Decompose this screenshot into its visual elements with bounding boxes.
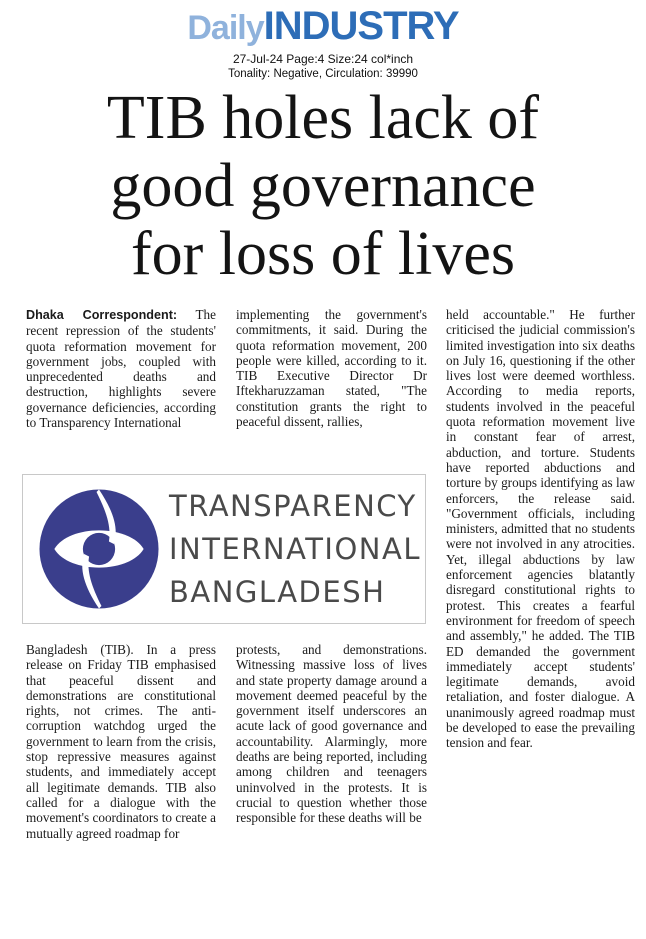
- tib-logo-text: [169, 485, 421, 614]
- headline-line-2: good governance: [110, 152, 536, 220]
- clipping-meta-line: 27-Jul-24 Page:4 Size:24 col*inch: [232, 52, 414, 66]
- article-column-1-top: [26, 307, 216, 430]
- tib-logo-line-1: TRANSPARENCY: [169, 489, 417, 523]
- article-column-3: [446, 307, 635, 751]
- tib-logo-image: [22, 474, 426, 624]
- article-column-2-top: [236, 307, 427, 429]
- byline: Dhaka Correspondent:: [26, 308, 178, 322]
- tib-logo-line-3: BANGLADESH: [169, 575, 386, 609]
- tib-logo-line-2: INTERNATIONAL: [169, 532, 421, 566]
- masthead: [0, 2, 646, 59]
- transparency-international-emblem-icon: [37, 487, 161, 611]
- headline-line-3: for loss of lives: [130, 220, 516, 288]
- logo-industry: INDUSTRY: [263, 4, 459, 48]
- column-1-bottom-text: Bangladesh (TIB). In a press release on Friday TIB emphasised that peaceful dissent and demonstrations are constitutional rights, not crimes. The anti-corruption watchdog urged the government to learn from the crisis, stop repressive measures against students, and immediately accept all legitimate demands. TIB also called for a dialogue with the movement's coordinators to create a mutually agreed roadmap for: [26, 642, 216, 841]
- column-3-text: held accountable." He further criticised the judicial commission's limited investigation into six deaths on July 16, questioning if the other lives lost were deemed worthless. According to media reports, students involved in the peaceful quota reformation movement live in constant fear of arrest, abduction, and torture. Students have reported abductions and torture by groups identifying as law enforcers, the release said. "Government officials, including ministers, admitted that no students were not involved in any atrocities. Yet, illegal abductions by law enforcement agencies blatantly disregard constitutional rights to protest. This creates a fearful environment for freedom of speech and assembly," he added. The TIB ED demanded the government immediately accept students' legitimate demands, avoid retaliation, and foster dialogue. A unanimously agreed roadmap must be developed to ease the prevailing tension and fear.: [446, 307, 635, 751]
- headline-line-1: TIB holes lack of: [106, 84, 540, 152]
- column-2-top-text: implementing the government's commitments, it said. During the quota reformation movement, 200 people were killed, according to it. TIB Executive Director Dr Iftekharuzzaman stated, "The constitution grants the right to peaceful dissent, rallies,: [236, 307, 427, 430]
- article-column-2-bottom: [236, 642, 427, 826]
- article-column-1-bottom: [26, 642, 216, 841]
- clipping-tonality-line: Tonality: Negative, Circulation: 39990: [228, 68, 418, 80]
- column-2-bottom-text: protests, and demonstrations. Witnessing massive loss of lives and state property damage around a movement deemed peaceful by the government itself underscores an acute lack of good governance and accountability. Alarmingly, more deaths are being reported, including among children and teenagers uninvolved in the protests. It is crucial to question whether those responsible for these deaths will be: [236, 642, 427, 826]
- headline: [0, 84, 646, 288]
- newspaper-logo: [187, 2, 458, 59]
- column-1-top-text: The recent repression of the students' quota reformation movement for government jobs, coupled with unprecedented deaths and destruction, highlights severe governance deficiencies, according to Transparency International: [26, 307, 216, 431]
- logo-daily: Daily: [187, 9, 264, 47]
